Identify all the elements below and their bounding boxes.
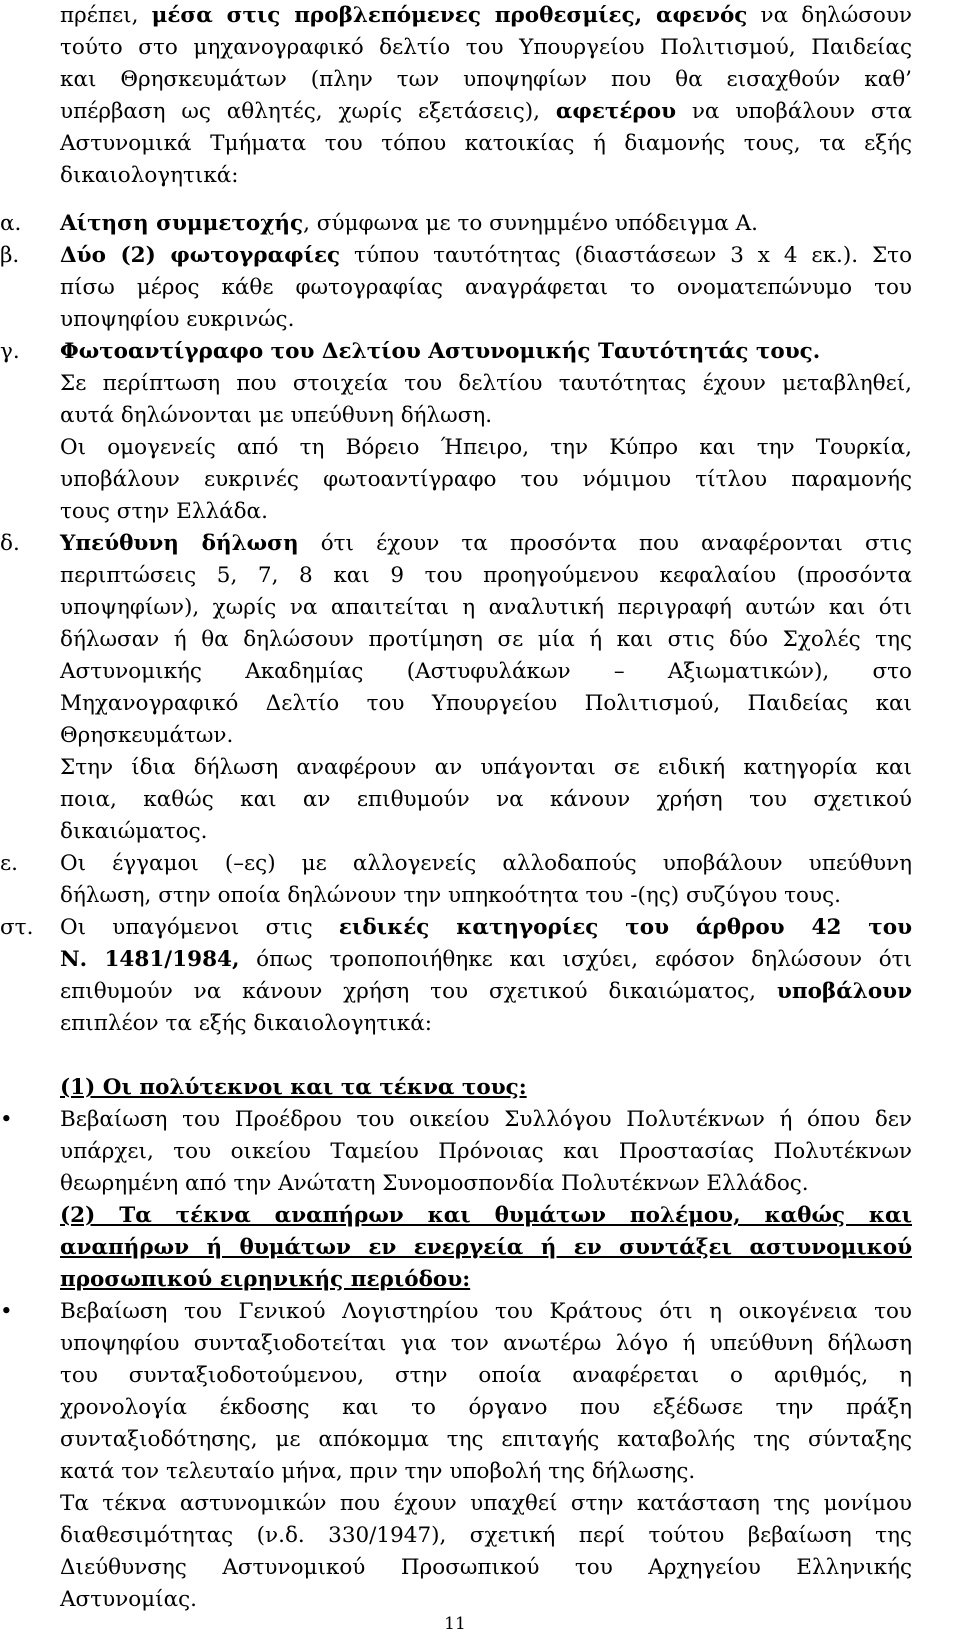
item-f-line-2 [60, 944, 912, 976]
item-a-label: α. [0, 211, 22, 236]
bold-text: Αίτηση συμμετοχής [60, 211, 304, 236]
bold-text: αφετέρου [555, 99, 676, 124]
text: ότι έχουν τα προσόντα που αναφέρονται στις [298, 531, 912, 556]
section-2-line-7: Τα τέκνα αστυνομικών που έχουν υπαχθεί στην κατάσταση της μονίμου [60, 1491, 912, 1516]
item-d-line-1 [60, 528, 912, 560]
section-2-line-6: κατά τον τελευταίο μήνα, πριν την υποβολή της δήλωσης. [60, 1459, 696, 1484]
intro-line-3: και Θρησκευμάτων (πλην των υποψηφίων που θα εισαχθούν καθ’ [60, 67, 912, 92]
item-d-line-8: Στην ίδια δήλωση αναφέρουν αν υπάγονται σε ειδική κατηγορία και [60, 755, 912, 780]
item-c-line-3: αυτά δηλώνονται με υπεύθυνη δήλωση. [60, 403, 493, 428]
intro-line-6: δικαιολογητικά: [60, 163, 239, 188]
item-d-line-3: υποψηφίων), χωρίς να απαιτείται η αναλυτική περιγραφή αυτών και ότι [60, 595, 912, 620]
item-c-line-2: Σε περίπτωση που στοιχεία του δελτίου ταυτότητας έχουν μεταβληθεί, [60, 371, 912, 396]
intro-line-5: Αστυνομικά Τμήματα του τόπου κατοικίας ή διαμονής τους, τα εξής [60, 131, 912, 156]
section-2-line-8: διαθεσιμότητας (ν.δ. 330/1947), σχετική περί τούτου βεβαίωση της [60, 1523, 912, 1548]
item-c-line-6: τους στην Ελλάδα. [60, 499, 268, 524]
item-d-line-7: Θρησκευμάτων. [60, 723, 234, 748]
item-c-label: γ. [0, 339, 20, 364]
item-e-label: ε. [0, 851, 18, 876]
page-number: 11 [444, 1614, 466, 1634]
bold-text: Ν. 1481/1984, [60, 947, 240, 972]
text: υπέρβαση ως αθλητές, χωρίς εξετάσεις), [60, 99, 556, 124]
intro-line-4 [60, 96, 912, 128]
section-2-heading-line-1: (2) Τα τέκνα αναπήρων και θυμάτων πολέμου, καθώς και [60, 1203, 912, 1228]
text: πρέπει, [60, 3, 152, 28]
item-a-line-1 [60, 208, 758, 240]
bold-text: ειδικές κατηγορίες του άρθρου 42 του [338, 915, 913, 940]
item-e-line-2: δήλωση, στην οποία δηλώνουν την υπηκοότητα του -(ης) συζύγου τους. [60, 883, 841, 908]
bold-text: υποβάλουν [776, 979, 912, 1004]
text: τύπου ταυτότητας (διαστάσεων 3 x 4 εκ.). Στο [340, 243, 913, 268]
bold-text: μέσα στις προβλεπόμενες προθεσμίες, αφενός [151, 3, 748, 28]
item-b-line-1 [60, 240, 912, 272]
section-2-line-3: του συνταξιοδοτούμενου, στην οποία αναφέρεται ο αριθμός, η [60, 1363, 912, 1388]
item-f-line-3 [60, 976, 912, 1008]
bullet: • [0, 1299, 13, 1324]
section-2-line-5: συνταξιοδότησης, με απόκομμα της επιταγής καταβολής της σύνταξης [60, 1427, 912, 1452]
item-d-line-6: Μηχανογραφικό Δελτίο του Υπουργείου Πολιτισμού, Παιδείας και [60, 691, 912, 716]
item-f-label: στ. [0, 915, 34, 940]
section-1-line-2: υπάρχει, του οικείου Ταμείου Πρόνοιας και Προστασίας Πολυτέκνων [60, 1139, 912, 1164]
item-e-line-1: Οι έγγαμοι (–ες) με αλλογενείς αλλοδαπούς υποβάλουν υπεύθυνη [60, 851, 912, 876]
item-b-line-3: υποψηφίου ευκρινώς. [60, 307, 295, 332]
item-d-label: δ. [0, 531, 20, 556]
item-c-heading: Φωτοαντίγραφο του Δελτίου Αστυνομικής Ταυτότητάς τους. [60, 339, 821, 364]
item-c-line-4: Οι ομογενείς από τη Βόρειο Ήπειρο, την Κύπρο και την Τουρκία, [60, 435, 912, 460]
text: Οι υπαγόμενοι στις [60, 915, 339, 940]
bullet: • [0, 1107, 13, 1132]
section-2-line-1: Βεβαίωση του Γενικού Λογιστηρίου του Κράτους ότι η οικογένεια του [60, 1299, 912, 1324]
section-2-line-2: υποψηφίου συνταξιοδοτείται για τον ανωτέρω λόγο ή υπεύθυνη δήλωση [60, 1331, 912, 1356]
item-d-line-5: Αστυνομικής Ακαδημίας (Αστυφυλάκων – Αξιωματικών), στο [60, 659, 912, 684]
section-2-heading-line-3: προσωπικού ειρηνικής περιόδου: [60, 1267, 471, 1292]
item-d-line-2: περιπτώσεις 5, 7, 8 και 9 του προηγούμενου κεφαλαίου (προσόντα [60, 563, 912, 588]
item-b-label: β. [0, 243, 20, 268]
item-b-line-2: πίσω μέρος κάθε φωτογραφίας αναγράφεται το ονοματεπώνυμο του [60, 275, 912, 300]
item-f-line-1 [60, 912, 912, 944]
section-1-line-3: θεωρημένη από την Ανώτατη Συνομοσπονδία Πολυτέκνων Ελλάδος. [60, 1171, 809, 1196]
section-1-line-1: Βεβαίωση του Προέδρου του οικείου Συλλόγου Πολυτέκνων ή όπου δεν [60, 1107, 912, 1132]
text: να δηλώσουν [747, 3, 913, 28]
bold-text: Υπεύθυνη δήλωση [60, 531, 299, 556]
text: , σύμφωνα με το συνημμένο υπόδειγμα Α. [303, 211, 758, 236]
bold-text: Δύο (2) φωτογραφίες [60, 243, 341, 268]
item-d-line-4: δήλωσαν ή θα δηλώσουν προτίμηση σε μία ή και στις δύο Σχολές της [60, 627, 912, 652]
section-2-line-9: Διεύθυνσης Αστυνομικού Προσωπικού του Αρχηγείου Ελληνικής [60, 1555, 912, 1580]
section-2-line-10: Αστυνομίας. [60, 1587, 197, 1612]
section-2-heading-line-2: αναπήρων ή θυμάτων εν ενεργεία ή εν συντάξει αστυνομικού [60, 1235, 912, 1260]
text: επιθυμούν να κάνουν χρήση του σχετικού δικαιώματος, [60, 979, 777, 1004]
section-2-line-4: χρονολογία έκδοσης και το όργανο που εξέδωσε την πράξη [60, 1395, 912, 1420]
item-c-line-5: υποβάλουν ευκρινές φωτοαντίγραφο του νόμιμου τίτλου παραμονής [60, 467, 912, 492]
text: όπως τροποποιήθηκε και ισχύει, εφόσον δηλώσουν ότι [239, 947, 912, 972]
item-d-line-10: δικαιώματος. [60, 819, 208, 844]
intro-line-2: τούτο στο μηχανογραφικό δελτίο του Υπουργείου Πολιτισμού, Παιδείας [60, 35, 912, 60]
text: να υποβάλουν στα [676, 99, 912, 124]
item-f-line-4: επιπλέον τα εξής δικαιολογητικά: [60, 1011, 432, 1036]
intro-line-1 [60, 0, 912, 32]
section-1-heading: (1) Οι πολύτεκνοι και τα τέκνα τους: [60, 1075, 527, 1100]
item-d-line-9: ποια, καθώς και αν επιθυμούν να κάνουν χρήση του σχετικού [60, 787, 912, 812]
